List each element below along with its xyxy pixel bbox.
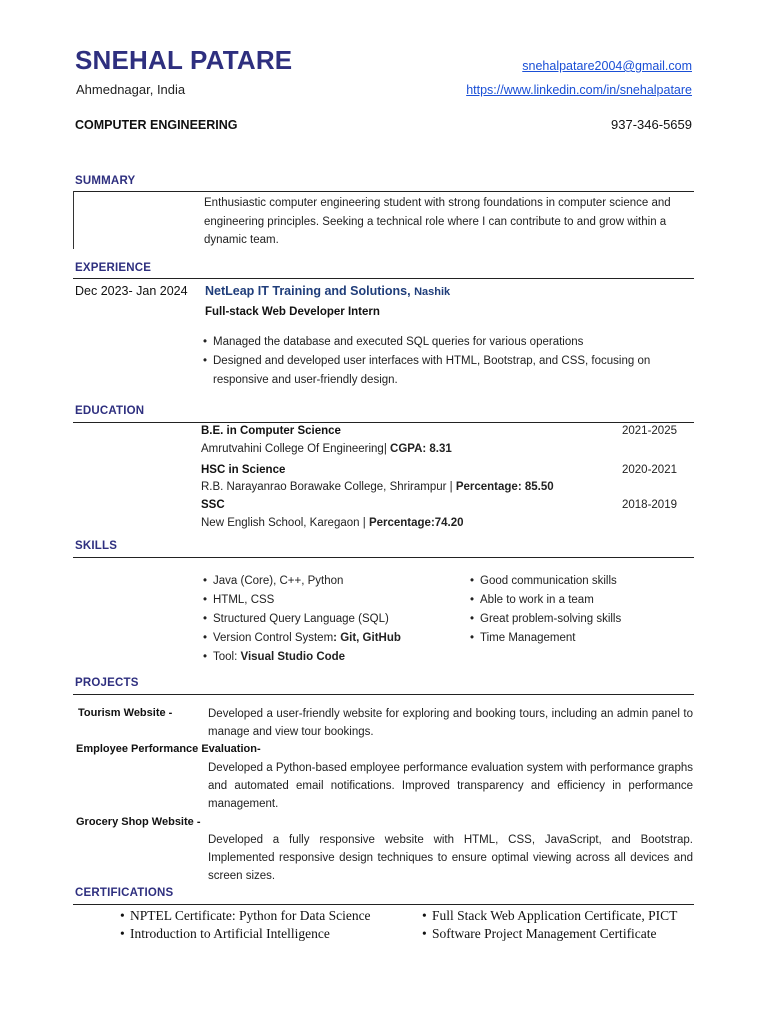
- list-item: • NPTEL Certificate: Python for Data Science: [120, 907, 371, 925]
- certifications-heading: CERTIFICATIONS: [75, 887, 174, 899]
- project-title: Grocery Shop Website -: [76, 816, 201, 828]
- education-institution: [201, 517, 464, 529]
- education-degree: B.E. in Computer Science: [201, 425, 341, 437]
- experience-divider: [73, 278, 694, 279]
- list-item: • Version Control System: Git, GitHub: [203, 629, 401, 648]
- education-year: 2021-2025: [622, 425, 677, 437]
- candidate-name: SNEHAL PATARE: [75, 45, 293, 75]
- project-description: Developed a fully responsive website with HTML, CSS, JavaScript, and Bootstrap. Implemented responsive design techniques to ensure optimal viewing across all devices and screen sizes.: [208, 834, 693, 882]
- list-item: • Introduction to Artificial Intelligence: [120, 925, 371, 943]
- experience-date: Dec 2023- Jan 2024: [75, 284, 188, 298]
- project-description: Developed a user-friendly website for exploring and booking tours, including an admin panel to manage and view tour bookings.: [208, 708, 693, 738]
- education-year: 2020-2021: [622, 464, 677, 476]
- summary-heading: SUMMARY: [75, 175, 136, 187]
- projects-heading: PROJECTS: [75, 677, 139, 689]
- institution-name: R.B. Narayanrao Borawake College, Shrirampur |: [201, 481, 453, 493]
- institution-name: Amrutvahini College Of Engineering|: [201, 443, 387, 455]
- projects-divider: [73, 694, 694, 695]
- list-item: • Good communication skills: [470, 572, 621, 591]
- education-score: Percentage: 85.50: [455, 481, 554, 493]
- experience-role: Full-stack Web Developer Intern: [205, 306, 380, 318]
- skills-divider: [73, 557, 694, 558]
- list-item: • Software Project Management Certificate: [422, 925, 677, 943]
- phone-number: 937-346-5659: [611, 117, 692, 132]
- soft-skills-list: [470, 572, 621, 648]
- institution-name: New English School, Karegaon |: [201, 517, 366, 529]
- list-item: • Full Stack Web Application Certificate, PICT: [422, 907, 677, 925]
- list-item: • Tool: Visual Studio Code: [203, 648, 401, 667]
- experience-company: [205, 284, 450, 298]
- education-heading: EDUCATION: [75, 405, 145, 417]
- email-link[interactable]: snehalpatare2004@gmail.com: [522, 59, 692, 73]
- skills-heading: SKILLS: [75, 540, 118, 552]
- education-degree: SSC: [201, 499, 225, 511]
- list-item: • Designed and developed user interfaces with HTML, Bootstrap, and CSS, focusing on responsive and user-friendly design.: [203, 352, 683, 390]
- linkedin-link[interactable]: https://www.linkedin.com/in/snehalpatare: [466, 83, 692, 97]
- department: COMPUTER ENGINEERING: [75, 118, 238, 132]
- experience-bullets: [203, 333, 683, 390]
- education-institution: [201, 481, 554, 493]
- technical-skills-list: [203, 572, 401, 667]
- list-item: • HTML, CSS: [203, 591, 401, 610]
- certifications-left-list: [120, 907, 371, 943]
- certifications-right-list: [422, 907, 677, 943]
- project-title: Employee Performance Evaluation-: [76, 743, 261, 755]
- certifications-divider: [73, 904, 694, 905]
- list-item: • Able to work in a team: [470, 591, 621, 610]
- project-title: Tourism Website -: [78, 707, 173, 719]
- project-description: Developed a Python-based employee performance evaluation system with performance graphs and automated email notifications. Improved transparency and efficiency in performance management.: [208, 762, 693, 810]
- summary-left-border: [73, 191, 74, 249]
- education-divider: [73, 422, 694, 423]
- education-institution: [201, 443, 452, 455]
- location: Ahmednagar, India: [76, 82, 186, 97]
- education-score: CGPA: 8.31: [390, 443, 452, 455]
- list-item: • Structured Query Language (SQL): [203, 610, 401, 629]
- company-name: NetLeap IT Training and Solutions,: [205, 284, 411, 298]
- company-city: Nashik: [414, 286, 451, 298]
- list-item: • Managed the database and executed SQL queries for various operations: [203, 333, 683, 352]
- summary-text: Enthusiastic computer engineering student with strong foundations in computer science and engineering principles. Seeking a technical role where I can contribute to and grow within a dynamic team.: [204, 197, 671, 246]
- experience-heading: EXPERIENCE: [75, 262, 152, 274]
- education-year: 2018-2019: [622, 499, 677, 511]
- education-score: Percentage:74.20: [368, 517, 464, 529]
- list-item: • Time Management: [470, 629, 621, 648]
- list-item: • Great problem-solving skills: [470, 610, 621, 629]
- education-degree: HSC in Science: [201, 464, 286, 476]
- summary-divider: [73, 191, 694, 192]
- list-item: • Java (Core), C++, Python: [203, 572, 401, 591]
